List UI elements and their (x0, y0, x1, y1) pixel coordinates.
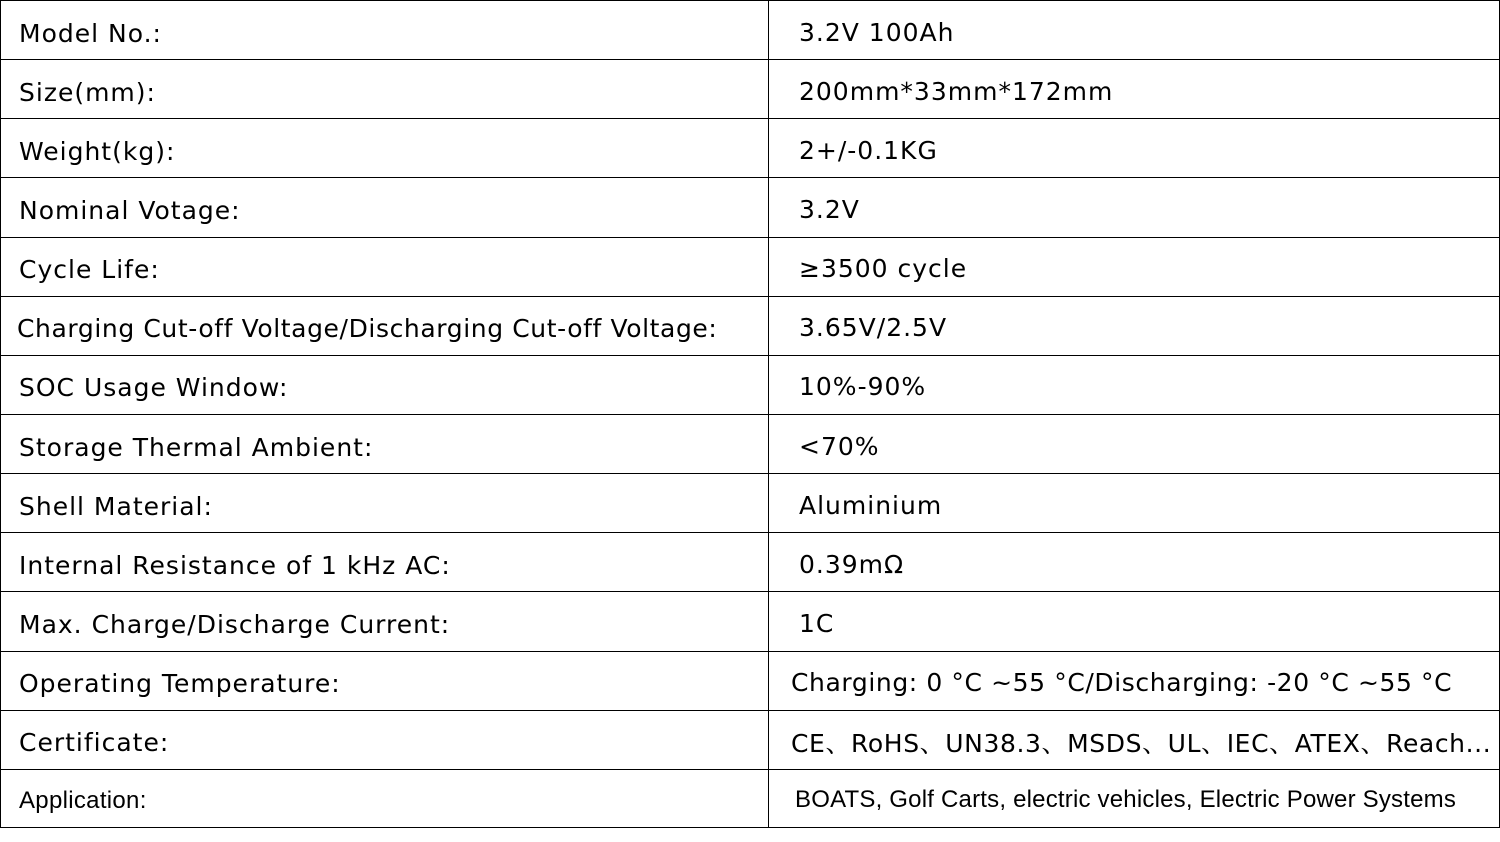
row-label: Nominal Votage: (1, 178, 769, 237)
table-row-soc-window (1, 355, 1500, 414)
row-value: 3.2V 100Ah (769, 1, 1500, 60)
row-label: Model No.: (1, 1, 769, 60)
row-label: Size(mm): (1, 60, 769, 119)
row-label: Cycle Life: (1, 237, 769, 296)
row-label: Charging Cut-off Voltage/Discharging Cut-off Voltage: (1, 296, 769, 355)
row-value: Charging: 0 °C ~55 °C/Discharging: -20 °C ~55 °C (769, 651, 1500, 710)
table-row-storage-ambient (1, 414, 1500, 473)
table-row-shell-material (1, 474, 1500, 533)
table-row-max-current (1, 592, 1500, 651)
row-value: ≥3500 cycle (769, 237, 1500, 296)
table-row-application (1, 769, 1500, 827)
table-row-cycle-life (1, 237, 1500, 296)
row-value: Aluminium (769, 474, 1500, 533)
row-value: <70% (769, 414, 1500, 473)
table-row-operating-temperature (1, 651, 1500, 710)
row-label: Internal Resistance of 1 kHz AC: (1, 533, 769, 592)
row-label: Storage Thermal Ambient: (1, 414, 769, 473)
row-label: Application: (1, 769, 769, 827)
row-value: BOATS, Golf Carts, electric vehicles, Electric Power Systems (769, 769, 1500, 827)
row-label: Weight(kg): (1, 119, 769, 178)
table-row-internal-resistance (1, 533, 1500, 592)
row-value: 1C (769, 592, 1500, 651)
row-label: Shell Material: (1, 474, 769, 533)
row-value: 10%-90% (769, 355, 1500, 414)
table-row-cutoff-voltage (1, 296, 1500, 355)
table-row-certificate (1, 710, 1500, 769)
row-label: Max. Charge/Discharge Current: (1, 592, 769, 651)
row-label: Certificate: (1, 710, 769, 769)
table-row-nominal-voltage (1, 178, 1500, 237)
table-row-size (1, 60, 1500, 119)
table-row-weight (1, 119, 1500, 178)
row-value: 2+/-0.1KG (769, 119, 1500, 178)
row-value: 200mm*33mm*172mm (769, 60, 1500, 119)
row-value: 0.39mΩ (769, 533, 1500, 592)
row-value: CE、RoHS、UN38.3、MSDS、UL、IEC、ATEX、Reach... (769, 710, 1500, 769)
row-value: 3.65V/2.5V (769, 296, 1500, 355)
row-label: Operating Temperature: (1, 651, 769, 710)
table-row-model (1, 1, 1500, 60)
row-label: SOC Usage Window: (1, 355, 769, 414)
row-value: 3.2V (769, 178, 1500, 237)
